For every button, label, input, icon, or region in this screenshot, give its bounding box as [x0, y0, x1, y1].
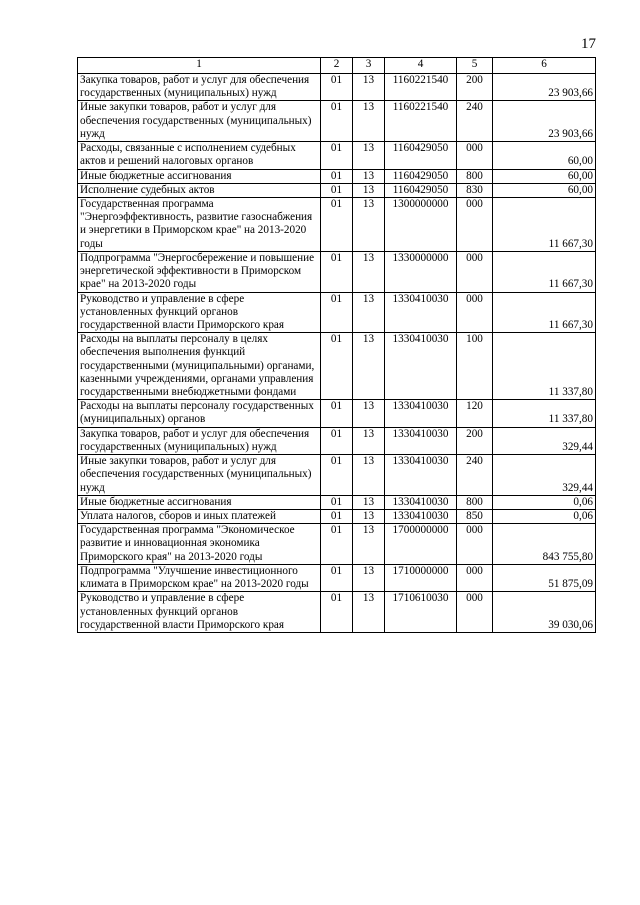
row-code-3: 13 [353, 524, 385, 565]
row-code-2: 01 [321, 292, 353, 333]
table-row [78, 524, 596, 565]
row-amount: 51 875,09 [493, 564, 596, 591]
table-row [78, 292, 596, 333]
row-amount: 39 030,06 [493, 592, 596, 633]
table-row [78, 400, 596, 427]
row-name: Расходы, связанные с исполнением судебных актов и решений налоговых органов [78, 142, 321, 169]
row-code-5: 200 [457, 427, 493, 454]
row-code-4: 1300000000 [385, 197, 457, 251]
row-name: Подпрограмма "Энергосбережение и повышение энергетической эффективности в Приморском крае" на 2013-2020 годы [78, 251, 321, 292]
row-amount: 60,00 [493, 169, 596, 183]
row-name: Иные закупки товаров, работ и услуг для обеспечения государственных (муниципальных) нужд [78, 101, 321, 142]
row-code-2: 01 [321, 251, 353, 292]
row-name: Уплата налогов, сборов и иных платежей [78, 510, 321, 524]
row-code-4: 1330410030 [385, 292, 457, 333]
row-code-4: 1330410030 [385, 400, 457, 427]
row-code-4: 1330000000 [385, 251, 457, 292]
row-amount: 11 337,80 [493, 333, 596, 400]
row-name: Государственная программа "Экономическое развитие и инновационная экономика Приморского края" на 2013-2020 годы [78, 524, 321, 565]
table-row [78, 592, 596, 633]
row-name: Руководство и управление в сфере установленных функций органов государственной власти Приморского края [78, 292, 321, 333]
row-code-3: 13 [353, 251, 385, 292]
row-code-2: 01 [321, 74, 353, 101]
row-code-4: 1710610030 [385, 592, 457, 633]
row-code-2: 01 [321, 524, 353, 565]
row-name: Расходы на выплаты персоналу государственных (муниципальных) органов [78, 400, 321, 427]
row-code-4: 1330410030 [385, 495, 457, 509]
row-code-3: 13 [353, 169, 385, 183]
row-code-3: 13 [353, 495, 385, 509]
row-code-2: 01 [321, 400, 353, 427]
row-code-5: 100 [457, 333, 493, 400]
row-amount: 11 667,30 [493, 197, 596, 251]
table-row [78, 251, 596, 292]
header-col-5: 5 [457, 58, 493, 74]
row-code-5: 240 [457, 455, 493, 496]
table-row [78, 564, 596, 591]
row-code-5: 000 [457, 142, 493, 169]
row-amount: 60,00 [493, 183, 596, 197]
row-code-5: 000 [457, 524, 493, 565]
row-code-5: 830 [457, 183, 493, 197]
row-code-3: 13 [353, 400, 385, 427]
table-row [78, 101, 596, 142]
row-name: Иные закупки товаров, работ и услуг для обеспечения государственных (муниципальных) нужд [78, 455, 321, 496]
row-code-5: 000 [457, 564, 493, 591]
row-code-3: 13 [353, 292, 385, 333]
row-code-2: 01 [321, 169, 353, 183]
row-code-5: 000 [457, 592, 493, 633]
row-code-3: 13 [353, 455, 385, 496]
row-amount: 843 755,80 [493, 524, 596, 565]
header-col-1: 1 [78, 58, 321, 74]
row-name: Закупка товаров, работ и услуг для обеспечения государственных (муниципальных) нужд [78, 427, 321, 454]
row-code-4: 1160429050 [385, 142, 457, 169]
row-amount: 23 903,66 [493, 74, 596, 101]
row-code-4: 1160221540 [385, 101, 457, 142]
row-code-3: 13 [353, 101, 385, 142]
row-code-4: 1330410030 [385, 427, 457, 454]
table-row [78, 495, 596, 509]
table-row [78, 510, 596, 524]
row-code-3: 13 [353, 510, 385, 524]
table-row [78, 427, 596, 454]
row-name: Расходы на выплаты персоналу в целях обеспечения выполнения функций государственными (муниципальными) органами, казенными учреждениями, органами управления государственными внебюджетными фондами [78, 333, 321, 400]
row-code-2: 01 [321, 142, 353, 169]
row-amount: 329,44 [493, 455, 596, 496]
row-name: Руководство и управление в сфере установленных функций органов государственной власти Приморского края [78, 592, 321, 633]
row-amount: 11 337,80 [493, 400, 596, 427]
row-amount: 0,06 [493, 495, 596, 509]
row-code-3: 13 [353, 197, 385, 251]
row-code-4: 1160429050 [385, 183, 457, 197]
row-code-4: 1330410030 [385, 455, 457, 496]
row-code-4: 1160429050 [385, 169, 457, 183]
header-col-2: 2 [321, 58, 353, 74]
row-code-2: 01 [321, 427, 353, 454]
header-col-3: 3 [353, 58, 385, 74]
row-amount: 23 903,66 [493, 101, 596, 142]
table-row [78, 333, 596, 400]
row-code-4: 1700000000 [385, 524, 457, 565]
row-code-3: 13 [353, 142, 385, 169]
row-name: Исполнение судебных актов [78, 183, 321, 197]
row-amount: 60,00 [493, 142, 596, 169]
table-row [78, 455, 596, 496]
row-name: Иные бюджетные ассигнования [78, 495, 321, 509]
row-code-5: 000 [457, 197, 493, 251]
row-name: Иные бюджетные ассигнования [78, 169, 321, 183]
row-code-5: 800 [457, 169, 493, 183]
table-row [78, 183, 596, 197]
budget-table [77, 57, 596, 633]
row-code-3: 13 [353, 427, 385, 454]
row-code-2: 01 [321, 564, 353, 591]
table-row [78, 142, 596, 169]
row-amount: 329,44 [493, 427, 596, 454]
row-code-2: 01 [321, 510, 353, 524]
row-code-2: 01 [321, 495, 353, 509]
row-code-4: 1330410030 [385, 510, 457, 524]
row-name: Государственная программа "Энергоэффективность, развитие газоснабжения и энергетики в Приморском крае" на 2013-2020 годы [78, 197, 321, 251]
row-code-2: 01 [321, 183, 353, 197]
row-code-5: 120 [457, 400, 493, 427]
page-number: 17 [581, 36, 596, 52]
row-name: Закупка товаров, работ и услуг для обеспечения государственных (муниципальных) нужд [78, 74, 321, 101]
row-name: Подпрограмма "Улучшение инвестиционного климата в Приморском крае" на 2013-2020 годы [78, 564, 321, 591]
row-code-5: 240 [457, 101, 493, 142]
row-amount: 11 667,30 [493, 292, 596, 333]
row-code-4: 1710000000 [385, 564, 457, 591]
row-code-5: 200 [457, 74, 493, 101]
row-code-3: 13 [353, 333, 385, 400]
row-code-3: 13 [353, 564, 385, 591]
row-code-3: 13 [353, 592, 385, 633]
row-code-2: 01 [321, 101, 353, 142]
header-col-6: 6 [493, 58, 596, 74]
row-code-2: 01 [321, 592, 353, 633]
row-amount: 11 667,30 [493, 251, 596, 292]
row-code-2: 01 [321, 455, 353, 496]
row-code-4: 1330410030 [385, 333, 457, 400]
row-code-5: 800 [457, 495, 493, 509]
table-row [78, 169, 596, 183]
row-code-4: 1160221540 [385, 74, 457, 101]
row-code-5: 850 [457, 510, 493, 524]
row-code-3: 13 [353, 74, 385, 101]
header-col-4: 4 [385, 58, 457, 74]
table-row [78, 74, 596, 101]
row-code-2: 01 [321, 333, 353, 400]
row-code-5: 000 [457, 251, 493, 292]
row-code-5: 000 [457, 292, 493, 333]
row-amount: 0,06 [493, 510, 596, 524]
row-code-3: 13 [353, 183, 385, 197]
row-code-2: 01 [321, 197, 353, 251]
table-row [78, 197, 596, 251]
header-row [78, 58, 596, 74]
